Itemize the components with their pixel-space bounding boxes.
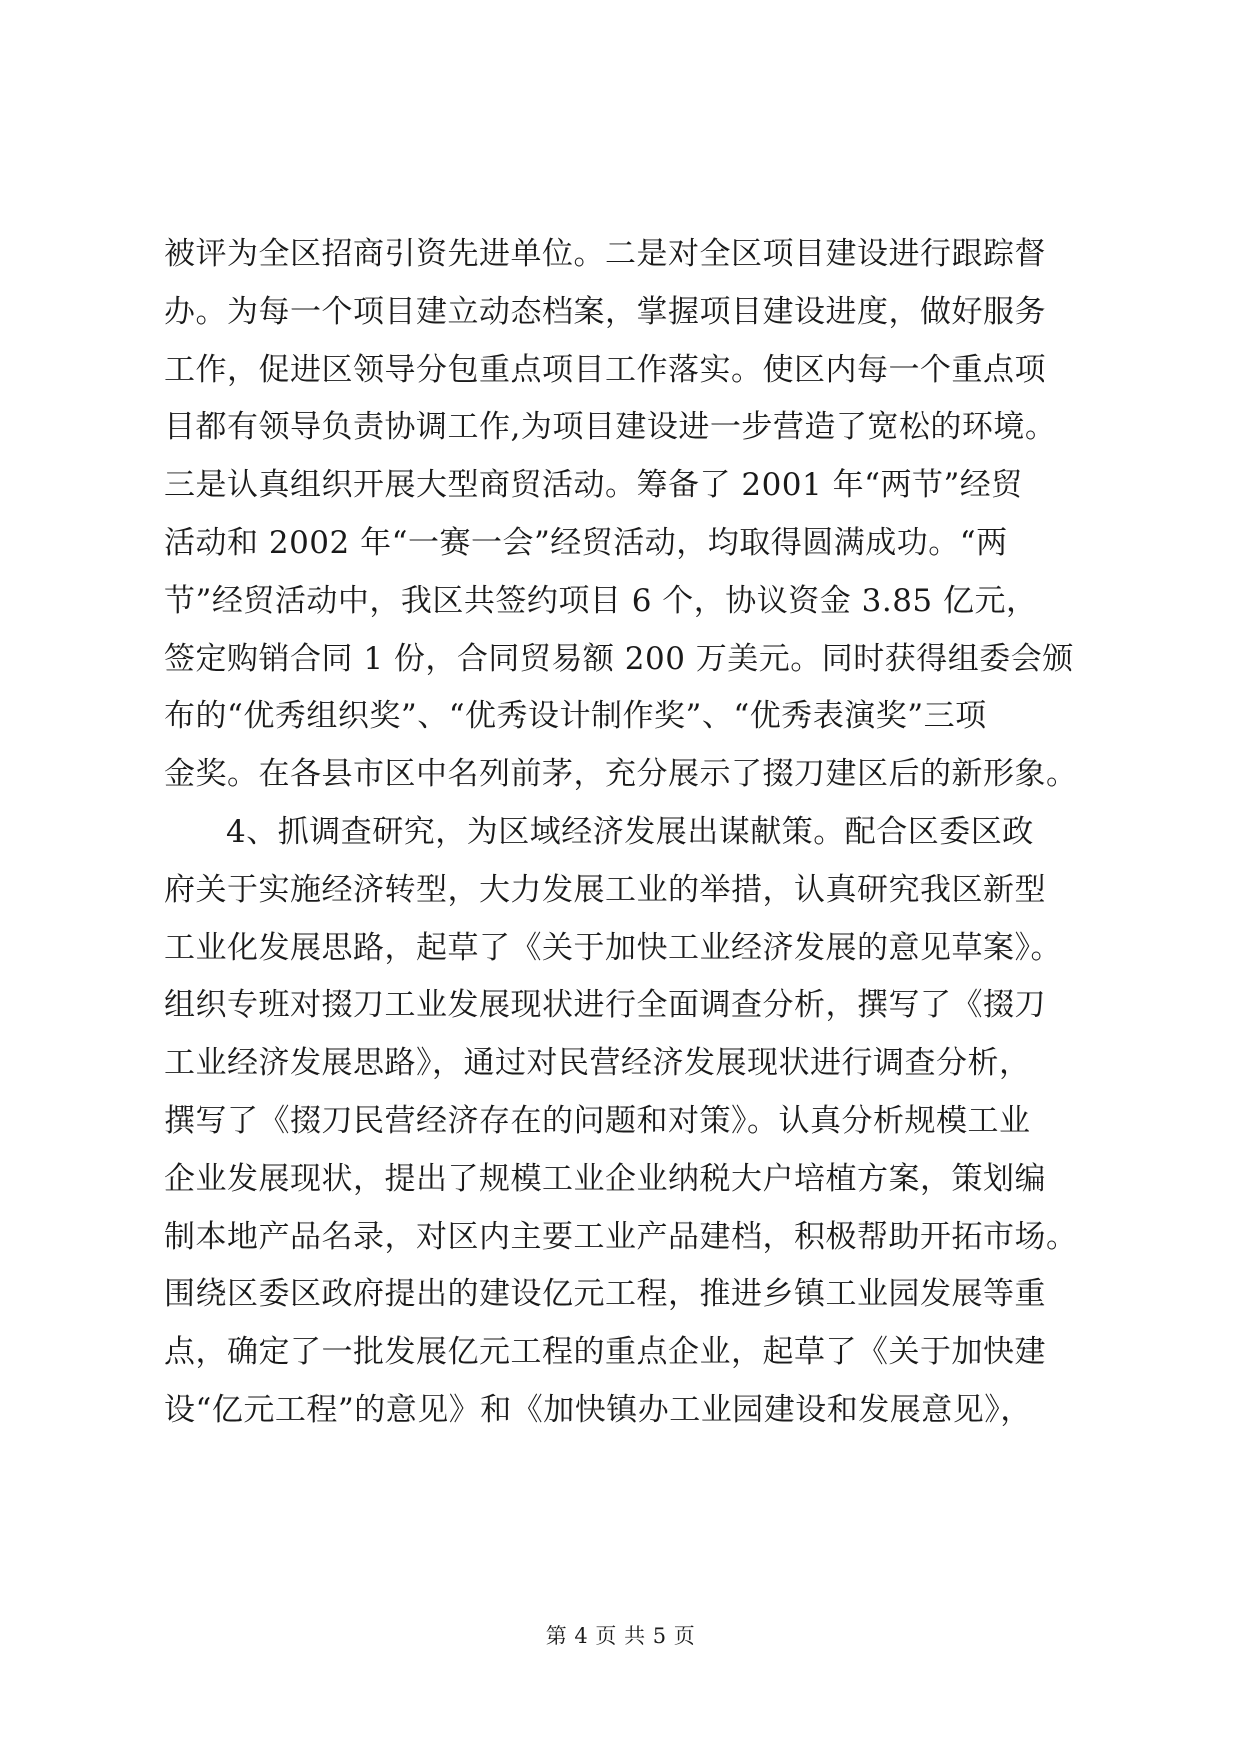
- text-line: 府关于实施经济转型，大力发展工业的举措，认真研究我区新型: [164, 871, 1046, 908]
- page-footer: 第 4 页 共 5 页: [545, 1624, 696, 1648]
- text-line: 撰写了《掇刀民营经济存在的问题和对策》。认真分析规模工业: [164, 1102, 1031, 1139]
- text-line: 布的“优秀组织奖”、“优秀设计制作奖”、“优秀表演奖”三项: [164, 698, 987, 735]
- text-line: 节”经贸活动中，我区共签约项目 6 个，协议资金 3.85 亿元，: [164, 582, 1038, 619]
- text-line: 工业经济发展思路》，通过对民营经济发展现状进行调查分析，: [164, 1045, 1031, 1082]
- text-line: 组织专班对掇刀工业发展现状进行全面调查分析，撰写了《掇刀: [164, 987, 1046, 1024]
- text-line: 企业发展现状，提出了规模工业企业纳税大户培植方案，策划编: [164, 1160, 1046, 1197]
- text-line: 工作，促进区领导分包重点项目工作落实。使区内每一个重点项: [164, 351, 1046, 388]
- text-line: 点，确定了一批发展亿元工程的重点企业，起草了《关于加快建: [164, 1334, 1046, 1371]
- text-line: 工业化发展思路，起草了《关于加快工业经济发展的意见草案》。: [164, 929, 1062, 966]
- text-line: 制本地产品名录，对区内主要工业产品建档，积极帮助开拓市场。: [164, 1218, 1078, 1255]
- text-line: 三是认真组织开展大型商贸活动。筹备了 2001 年“两节”经贸: [164, 467, 1023, 504]
- text-line: 签定购销合同 1 份，合同贸易额 200 万美元。同时获得组委会颁: [164, 640, 1074, 677]
- text-line: 被评为全区招商引资先进单位。二是对全区项目建设进行跟踪督: [164, 236, 1046, 272]
- text-line: 金奖。在各县市区中名列前茅，充分展示了掇刀建区后的新形象。: [164, 756, 1078, 793]
- text-line: 目都有领导负责协调工作,为项目建设进一步营造了宽松的环境。: [164, 409, 1057, 446]
- text-line: 办。为每一个项目建立动态档案，掌握项目建设进度，做好服务: [164, 293, 1046, 330]
- paragraph-start-line: 4、抓调查研究，为区域经济发展出谋献策。配合区委区政: [226, 813, 1034, 850]
- text-line: 活动和 2002 年“一赛一会”经贸活动，均取得圆满成功。“两: [164, 524, 1008, 561]
- text-line: 围绕区委区政府提出的建设亿元工程，推进乡镇工业园发展等重: [164, 1276, 1046, 1313]
- text-line: 设“亿元工程”的意见》和《加快镇办工业园建设和发展意见》，: [164, 1391, 1032, 1428]
- body-text: [164, 226, 1084, 1440]
